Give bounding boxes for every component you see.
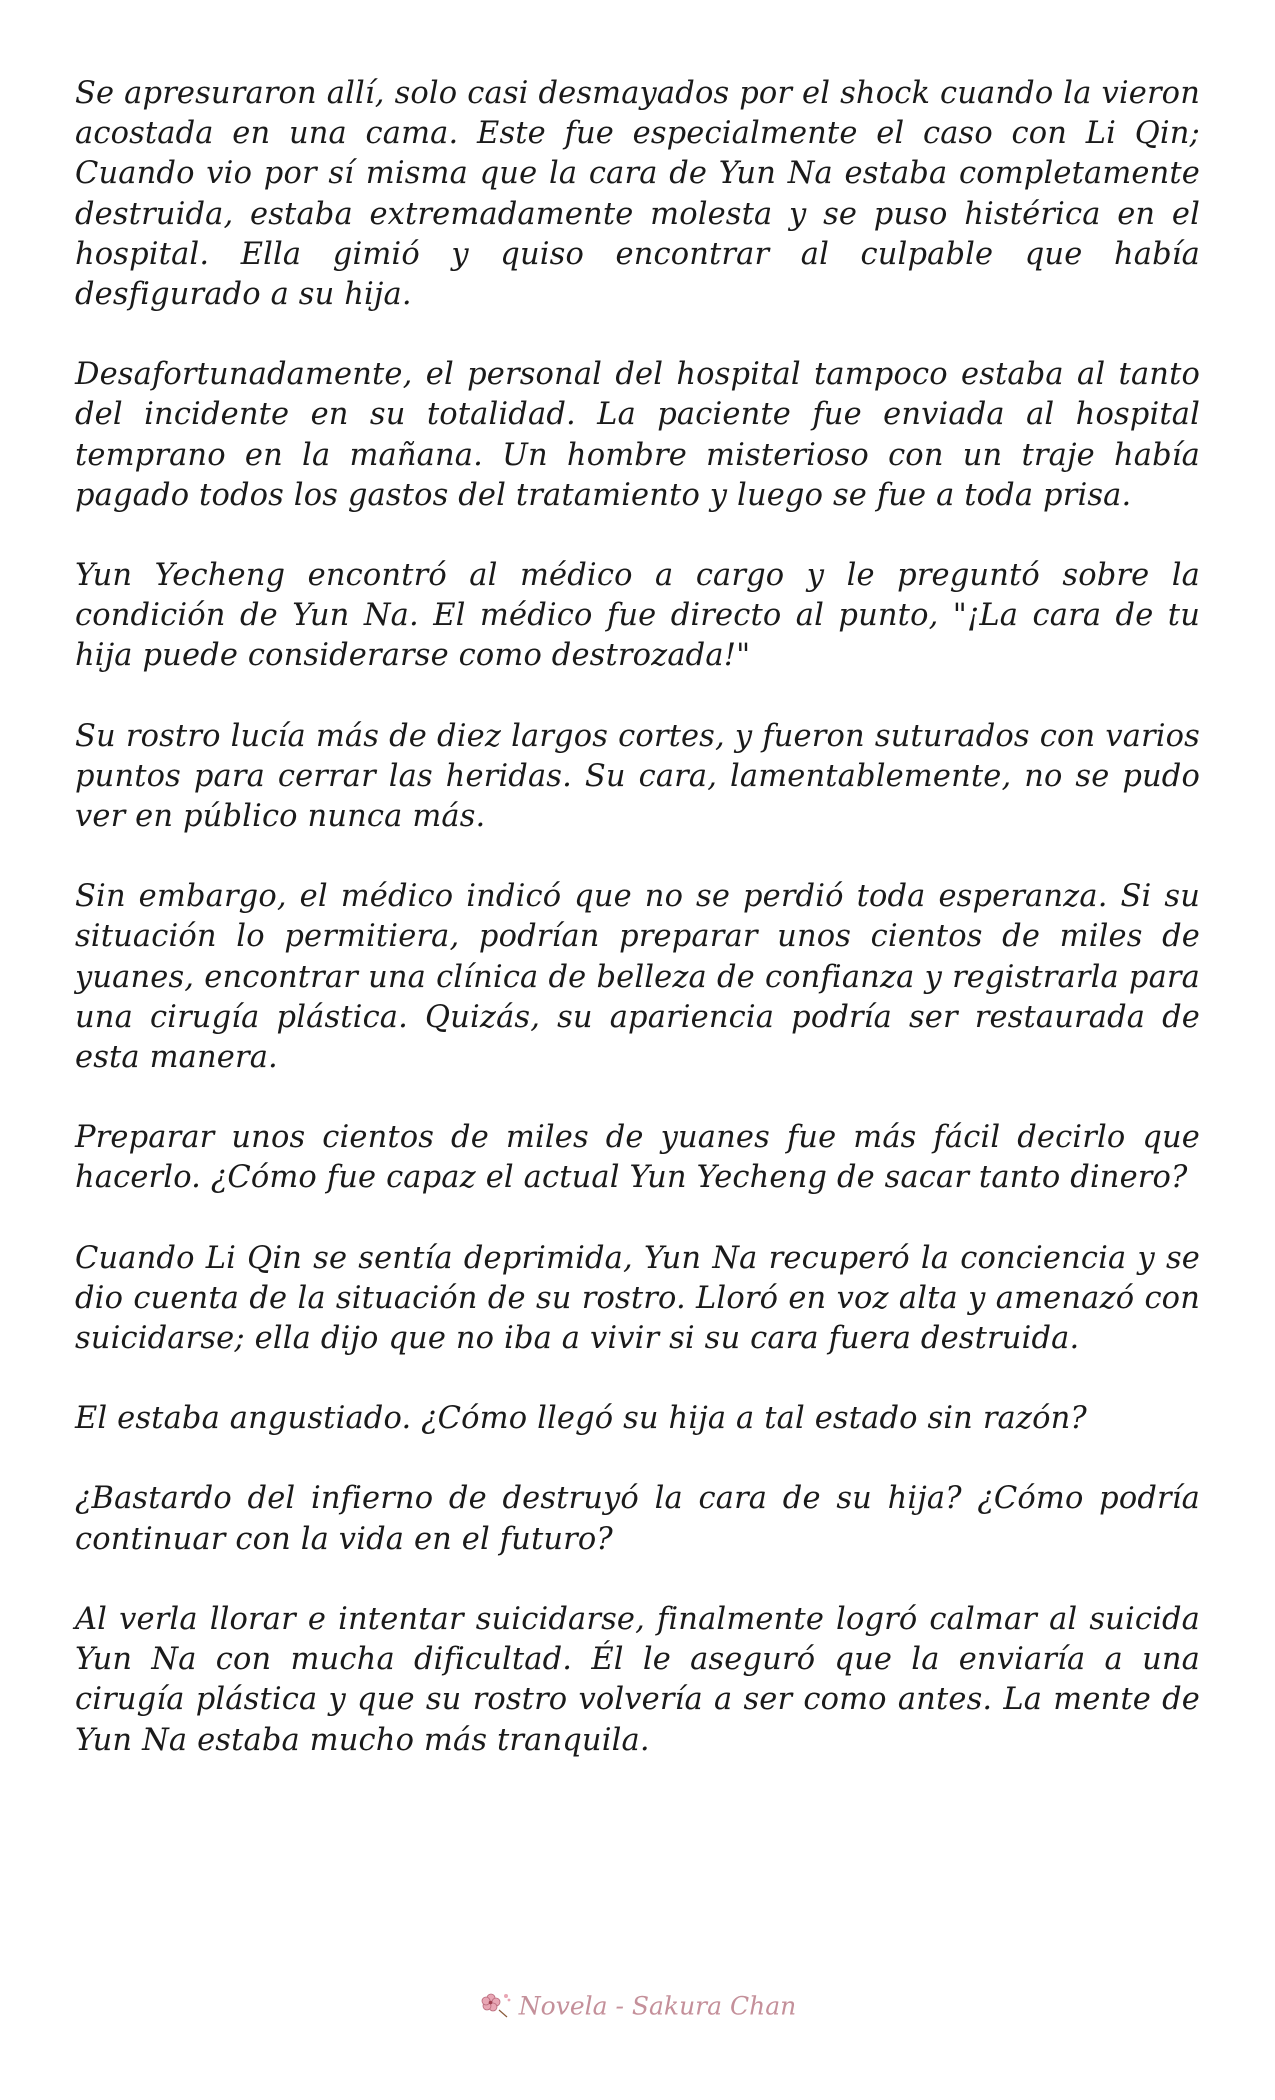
paragraph-1: Se apresuraron allí, solo casi desmayados por el shock cuando la vieron acostada en una cama. Este fue especialmente el caso con Li Qin; Cuando vio por sí misma que la cara de Yun Na estaba completamente destruida, estaba extremadamente molesta y se puso histérica en el hospital. Ella gimió y quiso encontrar al culpable que había desfigurado a su hija.: [75, 76, 1200, 313]
document-body: [75, 74, 1200, 1801]
paragraph-9: ¿Bastardo del infierno de destruyó la cara de su hija? ¿Cómo podría continuar con la vida en el futuro?: [75, 1481, 1200, 1557]
sakura-flower-icon: [479, 1990, 513, 2026]
paragraph-10: Al verla llorar e intentar suicidarse, finalmente logró calmar al suicida Yun Na con mucha dificultad. Él le aseguró que la enviaría a una cirugía plástica y que su rostro volvería a ser como antes. La mente de Yun Na estaba mucho más tranquila.: [75, 1601, 1200, 1758]
paragraph-5: Sin embargo, el médico indicó que no se perdió toda esperanza. Si su situación lo permitiera, podrían preparar unos cientos de miles de yuanes, encontrar una clínica de belleza de confianza y registrarla para una cirugía plástica. Quizás, su apariencia podría ser restaurada de esta manera.: [75, 879, 1200, 1076]
paragraph-8: El estaba angustiado. ¿Cómo llegó su hija a tal estado sin razón?: [75, 1401, 1087, 1437]
paragraph-2: Desafortunadamente, el personal del hospital tampoco estaba al tanto del incidente en su totalidad. La paciente fue enviada al hospital temprano en la mañana. Un hombre misterioso con un traje había pagado todos los gastos del tratamiento y luego se fue a toda prisa.: [75, 357, 1200, 513]
paragraph-7: Cuando Li Qin se sentía deprimida, Yun Na recuperó la conciencia y se dio cuenta de la situación de su rostro. Lloró en voz alta y amenazó con suicidarse; ella dijo que no iba a vivir si su cara fuera destruida.: [75, 1240, 1200, 1357]
paragraph-3: Yun Yecheng encontró al médico a cargo y le preguntó sobre la condición de Yun Na. El médico fue directo al punto, "¡La cara de tu hija puede considerarse como destrozada!": [75, 558, 1200, 674]
footer-watermark: [0, 1990, 1275, 2026]
paragraph-4: Su rostro lucía más de diez largos cortes, y fueron suturados con varios puntos para cerrar las heridas. Su cara, lamentablemente, no se pudo ver en público nunca más.: [75, 718, 1200, 835]
paragraph-6: Preparar unos cientos de miles de yuanes fue más fácil decirlo que hacerlo. ¿Cómo fue capaz el actual Yun Yecheng de sacar tanto dinero?: [75, 1120, 1200, 1196]
footer-text: Novela - Sakura Chan: [518, 1991, 797, 2021]
